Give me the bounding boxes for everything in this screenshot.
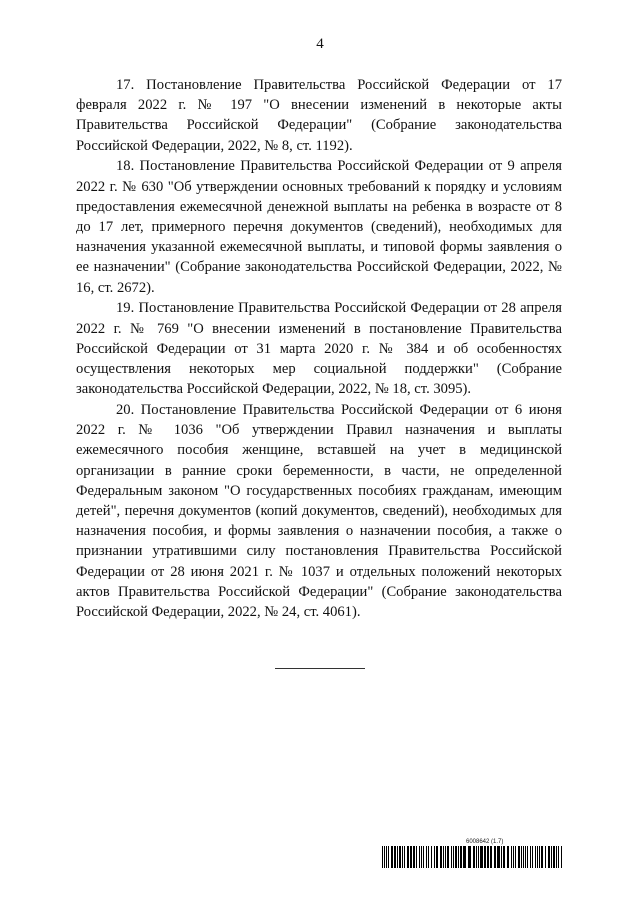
page-number: 4 — [316, 36, 324, 52]
document-code: 6008642 (1.7) — [466, 839, 504, 845]
document-body — [76, 75, 562, 623]
barcode-icon — [382, 846, 562, 868]
paragraph-17: 17. Постановление Правительства Российской Федерации от 17 февраля 2022 г. № 197 "О внесении изменений в некоторые акты Правительства Российской Федерации" (Собрание законодательства Российской Федерации, 2022, № 8, ст. 1192). — [76, 77, 562, 154]
paragraph-18: 18. Постановление Правительства Российской Федерации от 9 апреля 2022 г. № 630 "Об утверждении основных требований к порядку и условиям предоставления ежемесячной денежной выплаты на ребенка в возрасте от 8 до 17 лет, примерного перечня документов (сведений), необходимых для назначения указанной ежемесячной выплаты, и типовой формы заявления о ее назначении" (Собрание законодательства Российской Федерации, 2022, № 16, ст. 2672). — [76, 158, 562, 296]
paragraph-20: 20. Постановление Правительства Российской Федерации от 6 июня 2022 г. № 1036 "Об утверждении Правил назначения и выплаты ежемесячного пособия женщине, вставшей на учет в медицинской организации в ранние сроки беременности, в части, не определенной Федеральным законом "О государственных пособиях гражданам, имеющим детей", перечня документов (копий документов, сведений), необходимых для назначения пособия, и формы заявления о назначении пособия, а также о признании утратившими силу постановления Правительства Российской Федерации от 28 июня 2021 г. № 1037 и отдельных положений некоторых актов Правительства Российской Федерации" (Собрание законодательства Российской Федерации, 2022, № 24, ст. 4061). — [76, 402, 562, 621]
paragraph-19: 19. Постановление Правительства Российской Федерации от 28 апреля 2022 г. № 769 "О внесении изменений в постановление Правительства Российской Федерации от 31 марта 2020 г. № 384 и об особенностях осуществления некоторых мер социальной поддержки" (Собрание законодательства Российской Федерации, 2022, № 18, ст. 3095). — [76, 300, 562, 398]
end-separator-line — [275, 668, 365, 669]
